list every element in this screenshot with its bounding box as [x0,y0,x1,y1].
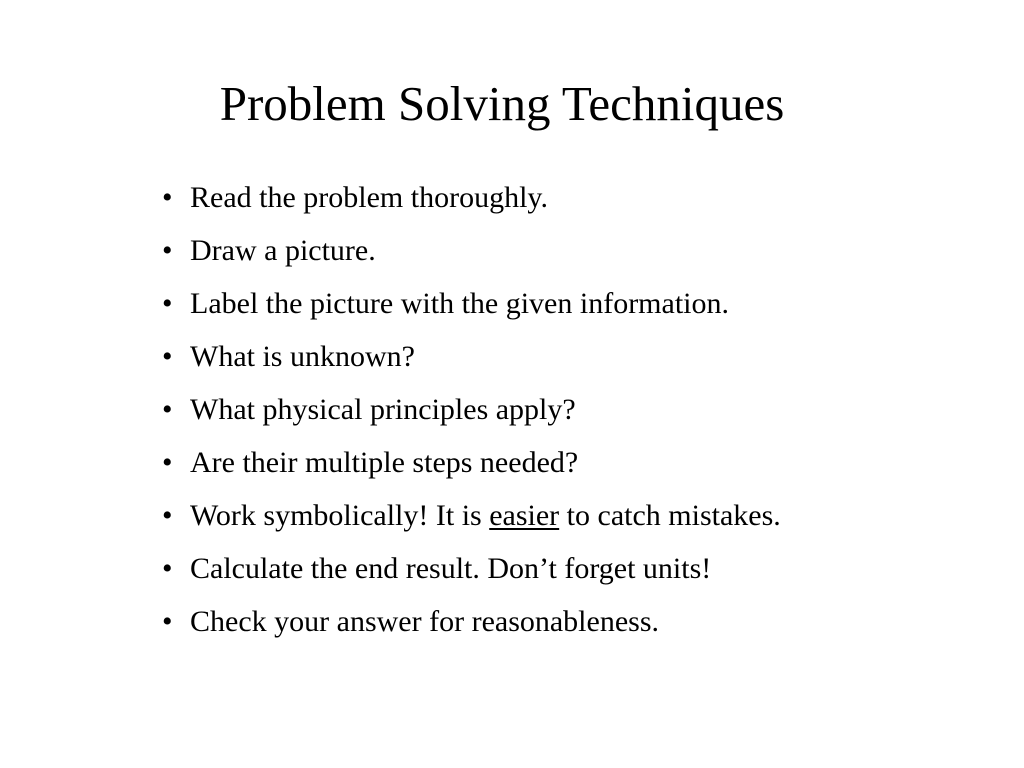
bullet-text: Read the problem thoroughly. [190,181,548,214]
bullet-text: Label the picture with the given information. [190,287,730,320]
bullet-icon: • [162,181,173,214]
bullet-text: Are their multiple steps needed? [190,446,579,479]
bullet-icon: • [162,499,173,532]
bullet-icon: • [162,393,173,426]
bullet-icon: • [162,287,173,320]
bullet-icon: • [162,552,173,585]
bullet-text [190,494,781,538]
bullet-text: Calculate the end result. Don’t forget units! [190,552,712,585]
bullet-icon: • [162,605,173,638]
bullet-text: What is unknown? [190,340,415,373]
bullet-text-before: Work symbolically! It is [190,499,490,532]
bullet-text-after: to catch mistakes. [559,499,781,532]
bullet-icon: • [162,234,173,267]
underlined-word: easier [489,499,560,532]
bullet-text: Check your answer for reasonableness. [190,605,659,638]
slide-title: Problem Solving Techniques [219,76,785,131]
bullet-text: What physical principles apply? [190,393,576,426]
bullet-icon: • [162,446,173,479]
bullet-text: Draw a picture. [190,234,376,267]
bullet-icon: • [162,340,173,373]
